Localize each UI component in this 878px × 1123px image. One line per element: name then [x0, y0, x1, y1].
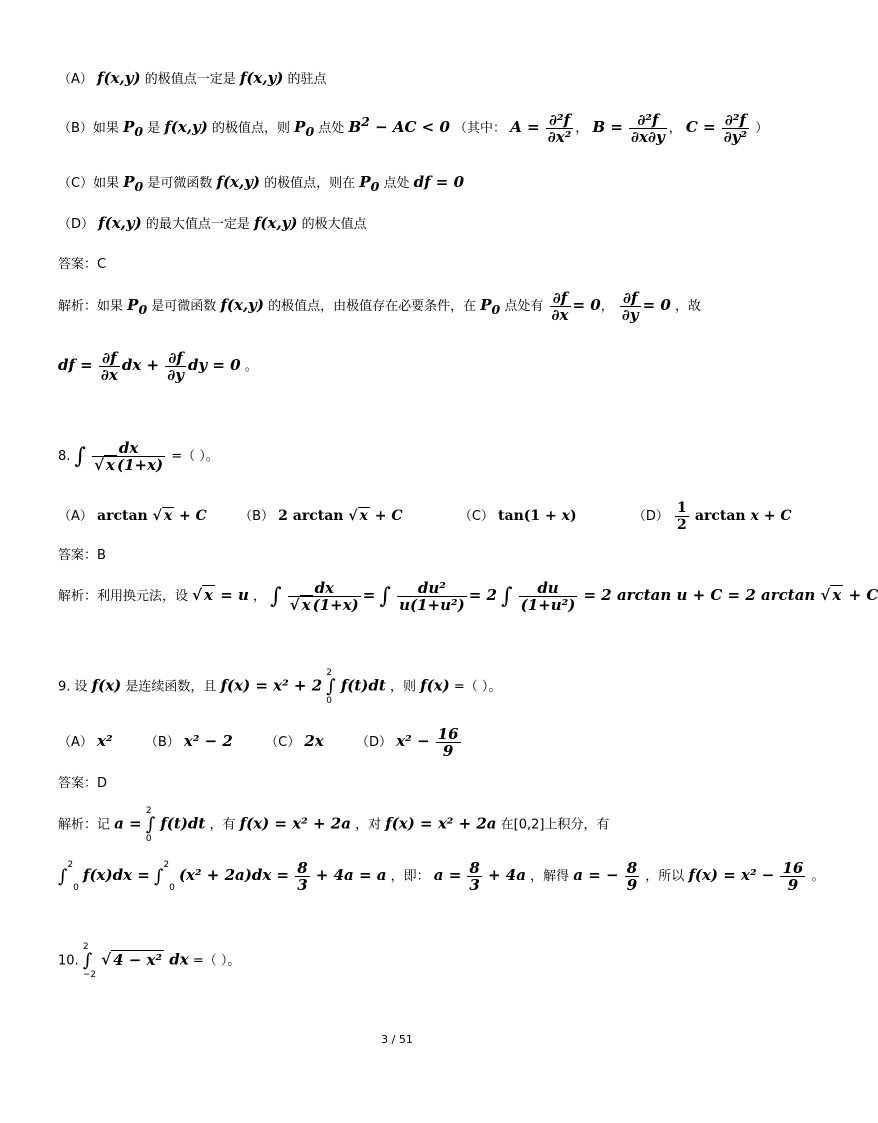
math: $P_0$	[480, 296, 501, 317]
math: + 4a	[488, 866, 526, 884]
option-label: （C）	[265, 735, 301, 750]
text: 的驻点	[287, 72, 327, 87]
math: √ 4 − x² dx	[101, 950, 189, 969]
fraction: $\frac{\text{∂²f}}{\text{∂y²}}$	[723, 111, 748, 146]
fraction: $\frac{16}{9}$	[437, 725, 459, 760]
label: （C）如果	[58, 176, 120, 191]
fraction: $\frac{\partial f}{\partial x}$	[551, 289, 569, 324]
text: 解析：记	[58, 817, 111, 833]
q8-answer: 答案：B	[58, 548, 106, 563]
math: 2 arctan √ x + C	[278, 508, 403, 524]
math: a =	[114, 814, 142, 833]
fraction: $\frac{\partial f}{\partial y}$	[621, 289, 639, 324]
math: df =	[58, 356, 93, 374]
text: 的极值点，由极值存在必要条件，在	[268, 299, 477, 314]
q8-options	[58, 500, 791, 533]
math: arctan √ x + C	[97, 508, 207, 524]
fraction: $\frac{16}{9}$	[782, 859, 804, 894]
option-label: （D）	[632, 509, 669, 524]
math: f(x)	[420, 676, 450, 695]
fraction: $\frac{dx}{√ x (1+x)}$	[289, 579, 359, 614]
math: x² − 2	[183, 732, 233, 750]
text: 是	[147, 121, 161, 136]
math: A =	[510, 118, 540, 136]
math: f(x,y)	[220, 296, 264, 314]
question-number: 9. 设	[58, 679, 88, 695]
text: 是可微函数	[151, 299, 217, 314]
math: f(x) = x² −	[688, 866, 775, 884]
math: $P_0$	[294, 118, 315, 139]
q7-analysis-line1: 解析：如果 $P_0$ 是可微函数 f(x,y) 的极值点，由极值存在必要条件，在 $P_0$ 点处有 $\frac{\partial f}{\partial x}$ = 0， $\frac{\partial f}{\partial y}$ = 0 ，故	[58, 289, 702, 324]
q7-option-b: （B）如果 $P_0$ 是 f(x,y) 的极值点，则 $P_0$ 点处 $B^2$ − AC < 0 （其中： A = $\frac{\text{∂²f}}{\text{∂x²}}$ ， B = $\frac{\text{∂²f}}{\partial x\partial y}$ ， C = $\frac{\text{∂²f}}{\text{∂y²}}$ ）	[58, 111, 769, 146]
text: =（ ）。	[171, 449, 219, 464]
math: f(x) = x² + 2	[220, 676, 323, 695]
math: f(x)	[91, 676, 122, 695]
label: （A）	[58, 72, 93, 87]
math: $P_0$	[359, 173, 380, 194]
math: f(x)dx =	[83, 866, 150, 884]
math: √ x = u	[192, 586, 249, 604]
text: 的极大值点	[301, 217, 367, 232]
q8-question: 8. ∫ $\frac{dx}{√ x (1+x)}$ =（ ）。	[58, 439, 219, 474]
text: 。	[811, 869, 825, 884]
text: 点处	[383, 176, 410, 191]
text: （其中：	[454, 121, 507, 136]
text: 解析：利用换元法，设	[58, 589, 189, 604]
math: B =	[592, 118, 623, 136]
page-number: 3 / 51	[381, 1033, 413, 1046]
fraction: $\frac{\text{du²}}{\text{u(1+u²)}}$	[399, 579, 465, 614]
math: f(x,y)	[97, 69, 141, 87]
question-number: 8.	[58, 449, 71, 464]
text: ，对	[355, 817, 382, 833]
q9-analysis-line1: 解析：记 a = 2 ∫ 0 f(t)dt ，有 f(x) = x² + 2a ，对 f(x) = x² + 2a 在[0,2]上积分，有	[58, 806, 610, 844]
fraction: $\frac{\partial f}{\partial y}$	[167, 349, 184, 384]
fraction: $\frac{\text{∂²f}}{\partial x\partial y}$	[631, 111, 665, 146]
q7-option-a	[58, 68, 327, 87]
text: 的极值点，则在	[264, 176, 356, 191]
math: tan(1 + x)	[498, 508, 577, 524]
fraction: $\frac{du}{\text{(1+u²)}}$	[520, 579, 576, 614]
fraction: $\frac{1}{2}$	[677, 500, 687, 533]
math: x² −	[396, 732, 430, 750]
text: ，则	[389, 679, 416, 695]
option-label: （C）	[458, 509, 494, 524]
question-number: 10.	[58, 953, 79, 969]
text: ，	[253, 589, 267, 604]
text: =（ ）。	[453, 679, 502, 695]
math: + 4a = a	[315, 866, 387, 884]
text: 解析：如果	[58, 299, 124, 314]
math: (x² + 2a)dx =	[178, 866, 290, 884]
math: x²	[97, 732, 113, 750]
fraction: $\frac{dx}{√ x (1+x)}$	[94, 439, 164, 474]
option-label: （B）	[239, 509, 275, 524]
math: a = −	[573, 866, 619, 884]
text: ，即：	[390, 869, 430, 884]
text: 的最大值点一定是	[145, 217, 250, 232]
math: 2x	[304, 732, 324, 750]
math: f(t)dt	[340, 676, 386, 695]
q9-options	[58, 726, 463, 759]
text: 在[0,2]上积分，有	[500, 817, 610, 833]
fraction: $\frac{\partial f}{\partial x}$	[100, 349, 118, 384]
q10-question: 10. 2 ∫ −2 √ 4 − x² dx =（ ）。	[58, 942, 241, 980]
math: = 2 arctan u + C = 2 arctan √ x + C	[583, 586, 878, 604]
math: $B^2$ − AC < 0	[348, 114, 450, 136]
q8-analysis: 解析：利用换元法，设 √ x = u ， ∫ $\frac{dx}{√ x (1+x)}$ = ∫ $\frac{\text{du²}}{\text{u(1+u²)}}$ = 2 ∫ $\frac{du}{\text{(1+u²)}}$ = 2 arctan u + C = 2 arctan √ x + C	[58, 579, 878, 614]
text: 。	[244, 359, 258, 374]
text: ，解得	[530, 869, 570, 884]
math: arctan x + C	[694, 508, 792, 524]
text: 是可微函数	[147, 176, 213, 191]
label: （B）如果	[58, 121, 119, 136]
q7-option-c	[58, 172, 464, 194]
fraction: $\frac{\text{∂²f}}{\text{∂x²}}$	[547, 111, 572, 146]
q9-analysis-line2: ∫$^2$0 f(x)dx = ∫$^2$0 (x² + 2a)dx = $\frac{8}{3}$ + 4a = a ，即： a = $\frac{8}{3}$ + 4a ，解得 a = − $\frac{8}{9}$ ，所以 f(x) = x² − $\frac{16}{9}$ 。	[58, 859, 825, 894]
text: 的极值点，则	[212, 121, 291, 136]
text: ）	[755, 121, 769, 136]
fraction: $\frac{8}{3}$	[469, 859, 480, 894]
math: f(x,y)	[216, 173, 261, 191]
fraction: $\frac{8}{9}$	[626, 859, 638, 894]
math: f(x,y)	[253, 214, 298, 232]
text: ，所以	[645, 869, 685, 884]
text: =（ ）。	[192, 953, 241, 969]
text: 是连续函数，且	[125, 679, 217, 695]
option-label: （A）	[58, 509, 93, 524]
math: $P_0$	[123, 173, 144, 194]
math: f(x) = x² + 2a	[385, 814, 497, 833]
text: 点处	[318, 121, 345, 136]
q7-answer: 答案：C	[58, 257, 107, 272]
option-label: （B）	[144, 735, 180, 750]
text: ，有	[209, 817, 236, 833]
math: df = 0	[413, 173, 464, 191]
text: 点处有	[504, 299, 544, 314]
fraction: $\frac{8}{3}$	[297, 859, 308, 894]
text: 的极值点一定是	[144, 72, 236, 87]
label: （D）	[58, 217, 95, 232]
math: f(x) = x² + 2a	[239, 814, 351, 833]
math: f(x,y)	[239, 69, 284, 87]
q9-question: 9. 设 f(x) 是连续函数，且 f(x) = x² + 2 2 ∫ 0 f(t)dt ，则 f(x) =（ ）。	[58, 668, 502, 706]
option-label: （D）	[356, 735, 393, 750]
text: ，故	[675, 299, 702, 314]
q9-answer: 答案：D	[58, 776, 108, 791]
q7-analysis-line2: df = $\frac{\partial f}{\partial x}$ dx + $\frac{\partial f}{\partial y}$ dy = 0 。	[58, 349, 258, 384]
option-label: （A）	[58, 735, 93, 750]
math: a =	[433, 866, 462, 884]
math: f(t)dt	[160, 814, 206, 833]
math: $P_0$	[127, 296, 148, 317]
math: f(x,y)	[164, 118, 208, 136]
q7-option-d	[58, 213, 367, 232]
math: C =	[685, 118, 716, 136]
math: f(x,y)	[98, 214, 142, 232]
math: $P_0$	[123, 118, 144, 139]
